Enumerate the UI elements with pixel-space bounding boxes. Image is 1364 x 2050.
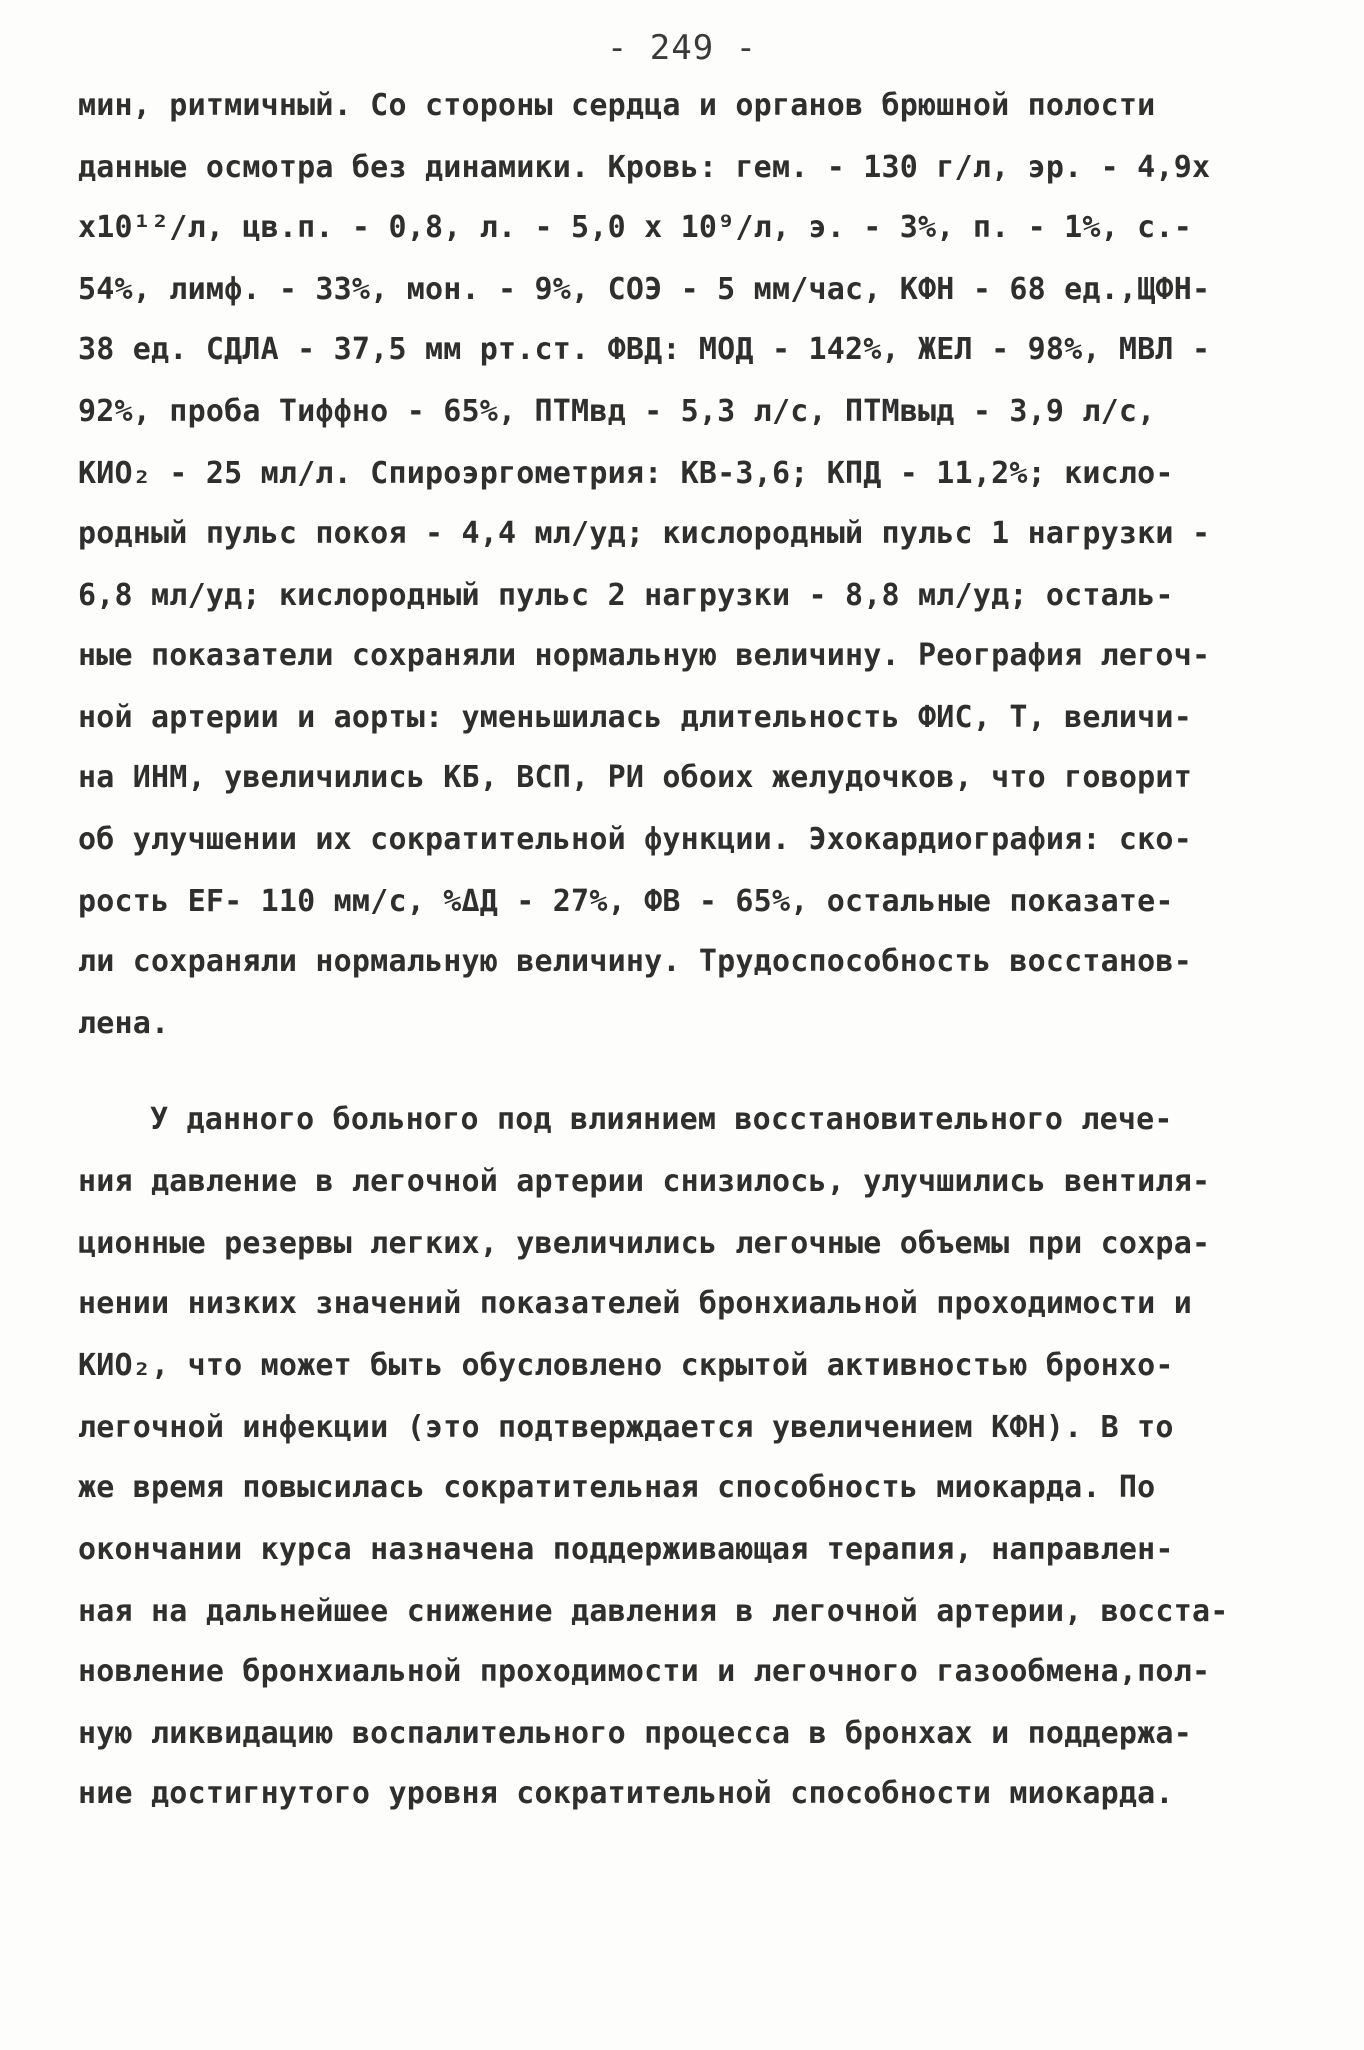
text-line: окончании курса назначена поддерживающая терапия, направлен-	[78, 1532, 1174, 1567]
text-line: об улучшении их сократительной функции. Эхокардиография: ско-	[78, 822, 1192, 857]
paragraph-first-line: У данного больного под влиянием восстановительного лече-	[150, 1102, 1173, 1137]
text-line: же время повысилась сократительная способность миокарда. По	[78, 1470, 1156, 1505]
text-line: ную ликвидацию воспалительного процесса в бронхах и поддержа-	[78, 1716, 1192, 1751]
text-line: новление бронхиальной проходимости и легочного газообмена,пол-	[78, 1654, 1211, 1689]
text-line: ния давление в легочной артерии снизилось, улучшились вентиля-	[78, 1164, 1211, 1199]
text-line: ные показатели сохраняли нормальную величину. Реография легоч-	[78, 638, 1211, 673]
text-line: родный пульс покоя - 4,4 мл/уд; кислородный пульс 1 нагрузки -	[78, 516, 1211, 551]
page-number: - 249 -	[606, 28, 758, 68]
text-line: 92%, проба Тиффно - 65%, ПТМвд - 5,3 л/с, ПТМвыд - 3,9 л/с,	[78, 394, 1156, 429]
text-line: мин, ритмичный. Со стороны сердца и органов брюшной полости	[78, 88, 1156, 123]
text-line: ние достигнутого уровня сократительной способности миокарда.	[78, 1776, 1174, 1811]
text-line: рость EF- 110 мм/с, %ΔД - 27%, ФВ - 65%, остальные показате-	[78, 884, 1174, 919]
text-line: нении низких значений показателей бронхиальной проходимости и	[78, 1286, 1192, 1321]
text-line: ной артерии и аорты: уменьшилась длительность ФИС, Т, величи-	[78, 700, 1192, 735]
text-line: КИО₂, что может быть обусловлено скрытой активностью бронхо-	[78, 1348, 1174, 1383]
text-line: ционные резервы легких, увеличились легочные объемы при сохра-	[78, 1226, 1211, 1261]
text-line: данные осмотра без динамики. Кровь: гем. - 130 г/л, эр. - 4,9х	[78, 150, 1211, 185]
text-line: на ИНМ, увеличились КБ, ВСП, РИ обоих желудочков, что говорит	[78, 760, 1192, 795]
text-line: 6,8 мл/уд; кислородный пульс 2 нагрузки - 8,8 мл/уд; осталь-	[78, 578, 1174, 613]
text-line: х10¹²/л, цв.п. - 0,8, л. - 5,0 х 10⁹/л, э. - 3%, п. - 1%, с.-	[78, 210, 1192, 245]
text-line: 54%, лимф. - 33%, мон. - 9%, СОЭ - 5 мм/час, КФН - 68 ед.,ЩФН-	[78, 272, 1211, 307]
text-line: лена.	[78, 1006, 170, 1041]
text-line: КИО₂ - 25 мл/л. Спироэргометрия: КВ-3,6; КПД - 11,2%; кисло-	[78, 456, 1174, 491]
text-line: 38 ед. СДЛА - 37,5 мм рт.ст. ФВД: МОД - 142%, ЖЕЛ - 98%, МВЛ -	[78, 332, 1211, 367]
text-line: легочной инфекции (это подтверждается увеличением КФН). В то	[78, 1410, 1174, 1445]
text-line: ная на дальнейшее снижение давления в легочной артерии, восста-	[78, 1594, 1229, 1629]
text-line: ли сохраняли нормальную величину. Трудоспособность восстанов-	[78, 944, 1192, 979]
